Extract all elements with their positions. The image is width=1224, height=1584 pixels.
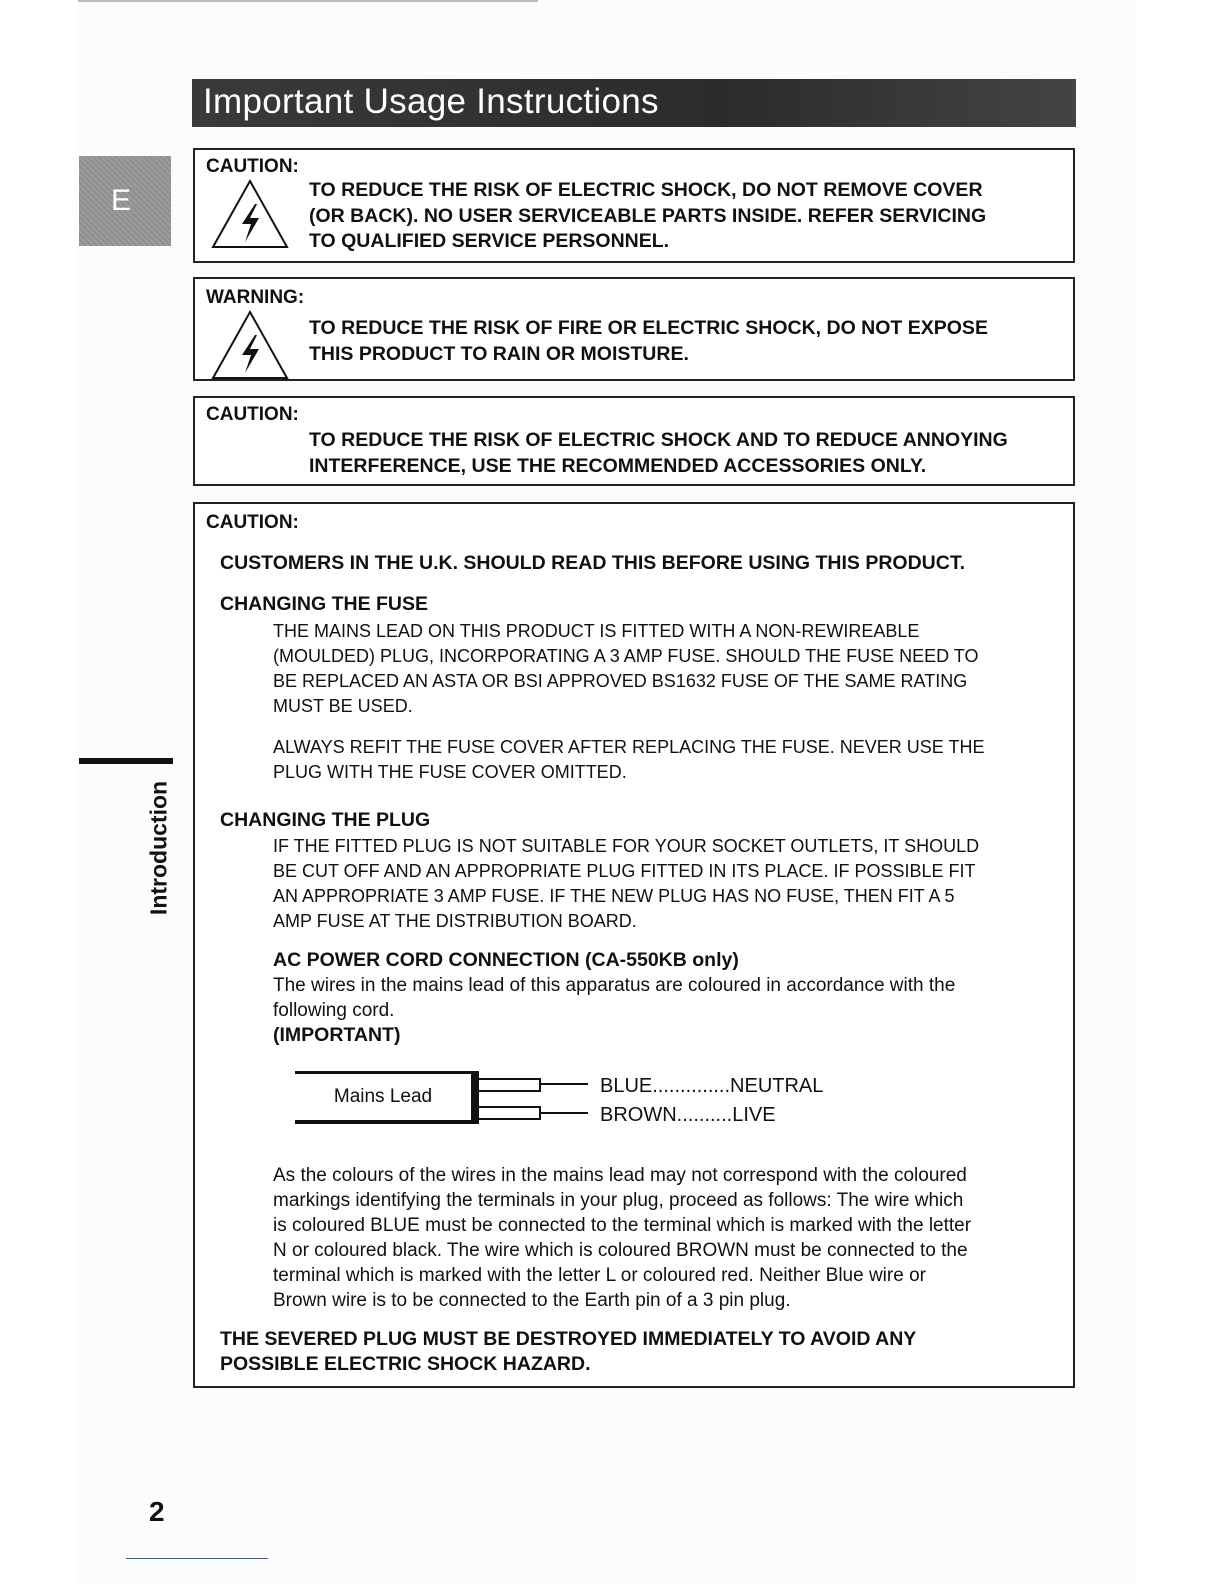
- brown-live-label: BROWN..........LIVE: [600, 1104, 776, 1126]
- colours-text-line: is coloured BLUE must be connected to the terminal which is marked with the letter: [273, 1215, 972, 1236]
- warning-box-moisture: [193, 277, 1075, 381]
- blue-wire-lead: [541, 1083, 588, 1085]
- fuse-text-line: THE MAINS LEAD ON THIS PRODUCT IS FITTED WITH A NON-REWIREABLE: [273, 621, 920, 641]
- plug-text-line: IF THE FITTED PLUG IS NOT SUITABLE FOR YOUR SOCKET OUTLETS, IT SHOULD: [273, 836, 980, 856]
- ac-cord-text-line: The wires in the mains lead of this apparatus are coloured in accordance with the: [273, 975, 956, 996]
- plug-text-line: BE CUT OFF AND AN APPROPRIATE PLUG FITTED IN ITS PLACE. IF POSSIBLE FIT: [273, 861, 976, 881]
- section-divider: [79, 758, 173, 764]
- important-label: (IMPORTANT): [273, 1024, 401, 1046]
- fuse-text-line: BE REPLACED AN ASTA OR BSI APPROVED BS1632 FUSE OF THE SAME RATING: [273, 671, 968, 691]
- fuse-text-line: PLUG WITH THE FUSE COVER OMITTED.: [273, 762, 627, 782]
- caution-box-uk-plug: [193, 502, 1075, 1388]
- electric-shock-warning-icon: [211, 309, 289, 381]
- caution-label: CAUTION:: [206, 512, 299, 533]
- fuse-heading: CHANGING THE FUSE: [220, 593, 429, 615]
- language-tab: E: [79, 156, 171, 246]
- brown-wire: [477, 1118, 539, 1120]
- caution-label: CAUTION:: [206, 156, 299, 177]
- blue-wire: [477, 1078, 539, 1080]
- fuse-text-line: MUST BE USED.: [273, 696, 413, 716]
- caution-text-line: INTERFERENCE, USE THE RECOMMENDED ACCESSORIES ONLY.: [309, 454, 927, 477]
- caution-text-line: TO REDUCE THE RISK OF ELECTRIC SHOCK AND TO REDUCE ANNOYING: [309, 429, 1008, 451]
- caution-text-line: TO REDUCE THE RISK OF ELECTRIC SHOCK, DO NOT REMOVE COVER: [309, 179, 983, 201]
- section-label: Introduction: [145, 780, 172, 916]
- colours-text-line: Brown wire is to be connected to the Earth pin of a 3 pin plug.: [273, 1290, 791, 1311]
- plug-text-line: AMP FUSE AT THE DISTRIBUTION BOARD.: [273, 911, 637, 931]
- severed-plug-warning: POSSIBLE ELECTRIC SHOCK HAZARD.: [220, 1353, 591, 1375]
- uk-notice: CUSTOMERS IN THE U.K. SHOULD READ THIS BEFORE USING THIS PRODUCT.: [220, 552, 966, 574]
- caution-text-line: TO QUALIFIED SERVICE PERSONNEL.: [309, 230, 670, 252]
- caution-box-cover: [193, 148, 1075, 263]
- plug-text-line: AN APPROPRIATE 3 AMP FUSE. IF THE NEW PLUG HAS NO FUSE, THEN FIT A 5: [273, 886, 955, 906]
- colours-text-line: markings identifying the terminals in your plug, proceed as follows: The wire which: [273, 1190, 964, 1211]
- severed-plug-warning: THE SEVERED PLUG MUST BE DESTROYED IMMEDIATELY TO AVOID ANY: [220, 1328, 917, 1350]
- fuse-text-line: ALWAYS REFIT THE FUSE COVER AFTER REPLACING THE FUSE. NEVER USE THE: [273, 737, 985, 757]
- top-rule: [78, 0, 538, 2]
- plug-heading: CHANGING THE PLUG: [220, 809, 431, 831]
- page-number: 2: [149, 1496, 165, 1527]
- brown-wire-lead: [541, 1112, 588, 1114]
- colours-text-line: As the colours of the wires in the mains lead may not correspond with the coloured: [273, 1165, 967, 1186]
- warning-text-line: THIS PRODUCT TO RAIN OR MOISTURE.: [309, 342, 689, 365]
- blue-wire-end: [539, 1078, 541, 1092]
- colours-text-line: terminal which is marked with the letter L or coloured red. Neither Blue wire or: [273, 1265, 926, 1286]
- ac-cord-text-line: following cord.: [273, 1000, 395, 1021]
- caution-text-line: (OR BACK). NO USER SERVICEABLE PARTS INSIDE. REFER SERVICING: [309, 204, 987, 227]
- brown-wire: [477, 1106, 539, 1108]
- ac-cord-heading: AC POWER CORD CONNECTION (CA-550KB only): [273, 949, 739, 971]
- mains-lead-box: Mains Lead: [295, 1071, 475, 1124]
- bottom-rule: [126, 1558, 268, 1559]
- fuse-text-line: (MOULDED) PLUG, INCORPORATING A 3 AMP FUSE. SHOULD THE FUSE NEED TO: [273, 646, 979, 666]
- colours-text-line: N or coloured black. The wire which is coloured BROWN must be connected to the: [273, 1240, 968, 1261]
- blue-neutral-label: BLUE..............NEUTRAL: [600, 1075, 824, 1097]
- electric-shock-warning-icon: [211, 178, 289, 250]
- warning-label: WARNING:: [206, 287, 305, 308]
- caution-label: CAUTION:: [206, 404, 299, 425]
- caution-box-accessories: [193, 396, 1075, 486]
- warning-text-line: TO REDUCE THE RISK OF FIRE OR ELECTRIC SHOCK, DO NOT EXPOSE: [309, 317, 988, 339]
- blue-wire: [477, 1090, 539, 1092]
- page-title: Important Usage Instructions: [192, 79, 1076, 127]
